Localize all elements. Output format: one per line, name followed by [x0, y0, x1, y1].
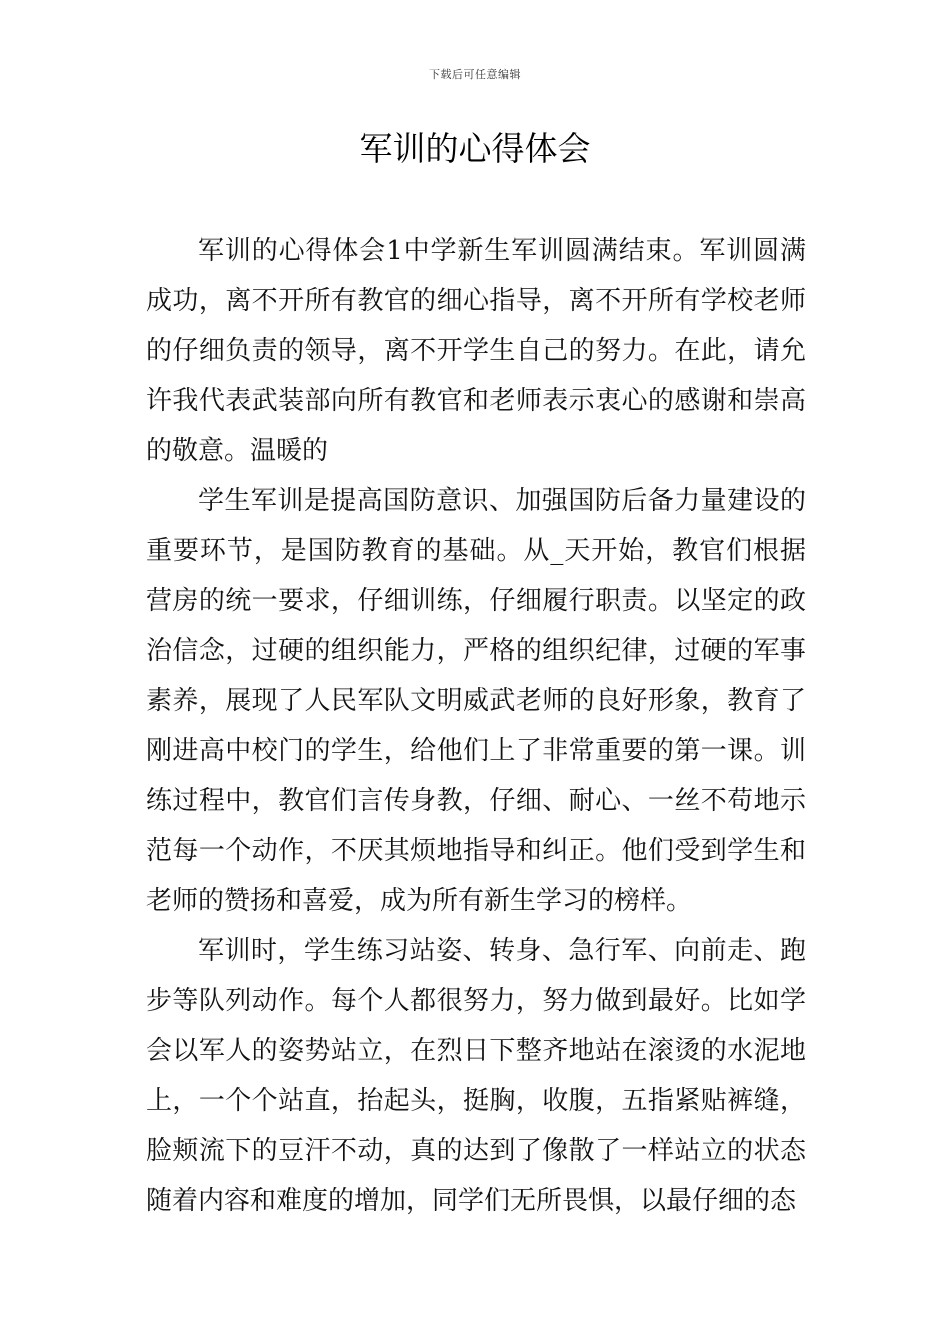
paragraph-1: 军训的心得体会1中学新生军训圆满结束。军训圆满成功，离不开所有教官的细心指导，离不开所有学校老师的仔细负责的领导，离不开学生自己的努力。在此，请允许我代表武装部向所有教官和老师表示衷心的感谢和崇高的敬意。温暖的	[146, 236, 806, 466]
paragraph-2: 学生军训是提高国防意识、加强国防后备力量建设的重要环节，是国防教育的基础。从_天开始，教官们根据营房的统一要求，仔细训练，仔细履行职责。以坚定的政治信念，过硬的组织能力，严格的组织纪律，过硬的军事素养，展现了人民军队文明威武老师的良好形象，教育了刚进高中校门的学生，给他们上了非常重要的第一课。训练过程中，教官们言传身教，仔细、耐心、一丝不苟地示范每一个动作，不厌其烦地指导和纠正。他们受到学生和老师的赞扬和喜爱，成为所有新生学习的榜样。	[146, 486, 806, 916]
document-title: 军训的心得体会	[359, 129, 591, 168]
header-note: 下载后可任意编辑	[429, 68, 521, 81]
paragraph-3: 军训时，学生练习站姿、转身、急行军、向前走、跑步等队列动作。每个人都很努力，努力做到最好。比如学会以军人的姿势站立，在烈日下整齐地站在滚烫的水泥地上，一个个站直，抬起头，挺胸，收腹，五指紧贴裤缝，脸颊流下的豆汗不动，真的达到了像散了一样站立的状态随着内容和难度的增加，同学们无所畏惧，以最仔细的态	[146, 936, 806, 1216]
document-body	[146, 226, 806, 1226]
